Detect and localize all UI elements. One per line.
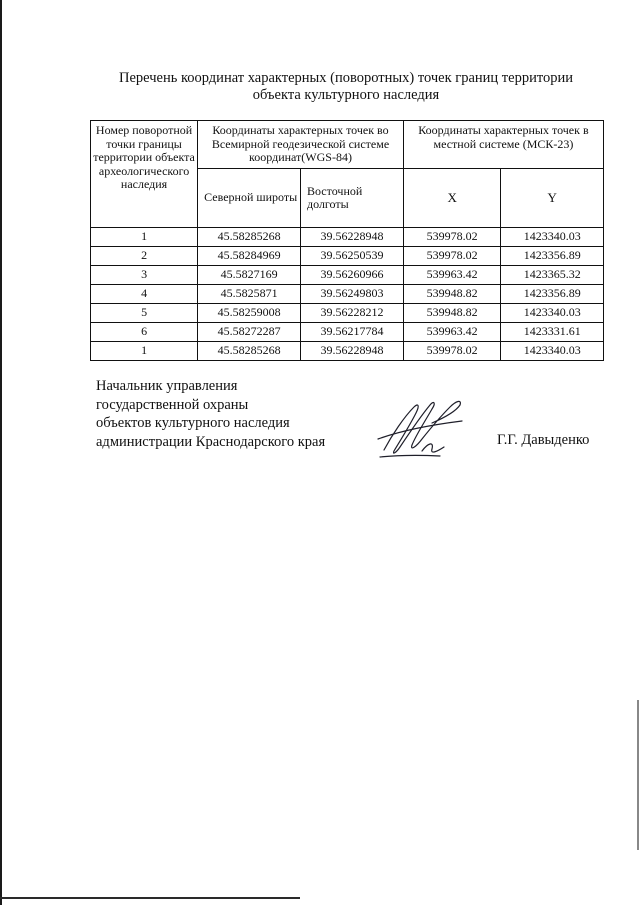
cell-x: 539978.02 <box>403 342 501 361</box>
cell-longitude: 39.56228948 <box>301 228 404 247</box>
cell-y: 1423340.03 <box>501 304 604 323</box>
table-row <box>91 228 604 247</box>
cell-latitude: 45.58284969 <box>198 247 301 266</box>
cell-longitude: 39.56250539 <box>301 247 404 266</box>
cell-latitude: 45.58285268 <box>198 228 301 247</box>
table-row <box>91 342 604 361</box>
table-row <box>91 247 604 266</box>
header-wgs84: Координаты характерных точек во Всемирной геодезической системе координат(WGS-84) <box>198 121 404 169</box>
header-point-number: Номер поворотной точки границы территории объекта археологического наследия <box>91 121 198 228</box>
cell-x: 539963.42 <box>403 266 501 285</box>
signatory-line-1: Начальник управления <box>96 378 238 394</box>
table-row <box>91 323 604 342</box>
cell-longitude: 39.56228212 <box>301 304 404 323</box>
scan-edge-left <box>0 0 2 905</box>
cell-latitude: 45.58259008 <box>198 304 301 323</box>
title-line-1: Перечень координат характерных (поворотных) точек границ территории <box>118 70 574 86</box>
cell-x: 539978.02 <box>403 228 501 247</box>
cell-point-number: 3 <box>91 266 198 285</box>
cell-longitude: 39.56260966 <box>301 266 404 285</box>
header-row-1 <box>91 121 604 169</box>
cell-y: 1423331.61 <box>501 323 604 342</box>
header-y: Y <box>501 169 604 228</box>
cell-y: 1423340.03 <box>501 342 604 361</box>
cell-y: 1423356.89 <box>501 247 604 266</box>
table-row <box>91 285 604 304</box>
cell-point-number: 1 <box>91 228 198 247</box>
table-row <box>91 266 604 285</box>
cell-x: 539978.02 <box>403 247 501 266</box>
cell-latitude: 45.58285268 <box>198 342 301 361</box>
scan-edge-bottom <box>0 897 300 899</box>
cell-longitude: 39.56228948 <box>301 342 404 361</box>
document-title <box>90 70 602 104</box>
cell-point-number: 6 <box>91 323 198 342</box>
cell-x: 539948.82 <box>403 304 501 323</box>
cell-point-number: 1 <box>91 342 198 361</box>
header-x: X <box>403 169 501 228</box>
header-msk23: Координаты характерных точек в местной системе (МСК-23) <box>403 121 603 169</box>
table-row <box>91 304 604 323</box>
signatory-name: Г.Г. Давыденко <box>497 432 590 448</box>
signatory-line-4: администрации Краснодарского края <box>96 433 326 450</box>
coordinates-table <box>90 120 604 361</box>
cell-x: 539948.82 <box>403 285 501 304</box>
cell-y: 1423340.03 <box>501 228 604 247</box>
cell-point-number: 2 <box>91 247 198 266</box>
signatory-line-2: государственной охраны <box>96 396 249 413</box>
handwritten-signature <box>370 395 470 463</box>
cell-x: 539963.42 <box>403 323 501 342</box>
signatory-position <box>96 377 396 451</box>
cell-y: 1423365.32 <box>501 266 604 285</box>
cell-point-number: 5 <box>91 304 198 323</box>
header-latitude: Северной широты <box>198 169 301 228</box>
cell-point-number: 4 <box>91 285 198 304</box>
cell-longitude: 39.56217784 <box>301 323 404 342</box>
cell-latitude: 45.5827169 <box>198 266 301 285</box>
header-longitude: Восточной долготы <box>301 169 404 228</box>
signatory-line-3: объектов культурного наследия <box>96 415 290 431</box>
cell-latitude: 45.58272287 <box>198 323 301 342</box>
title-line-2: объекта культурного наследия <box>252 87 440 103</box>
cell-longitude: 39.56249803 <box>301 285 404 304</box>
cell-latitude: 45.5825871 <box>198 285 301 304</box>
cell-y: 1423356.89 <box>501 285 604 304</box>
